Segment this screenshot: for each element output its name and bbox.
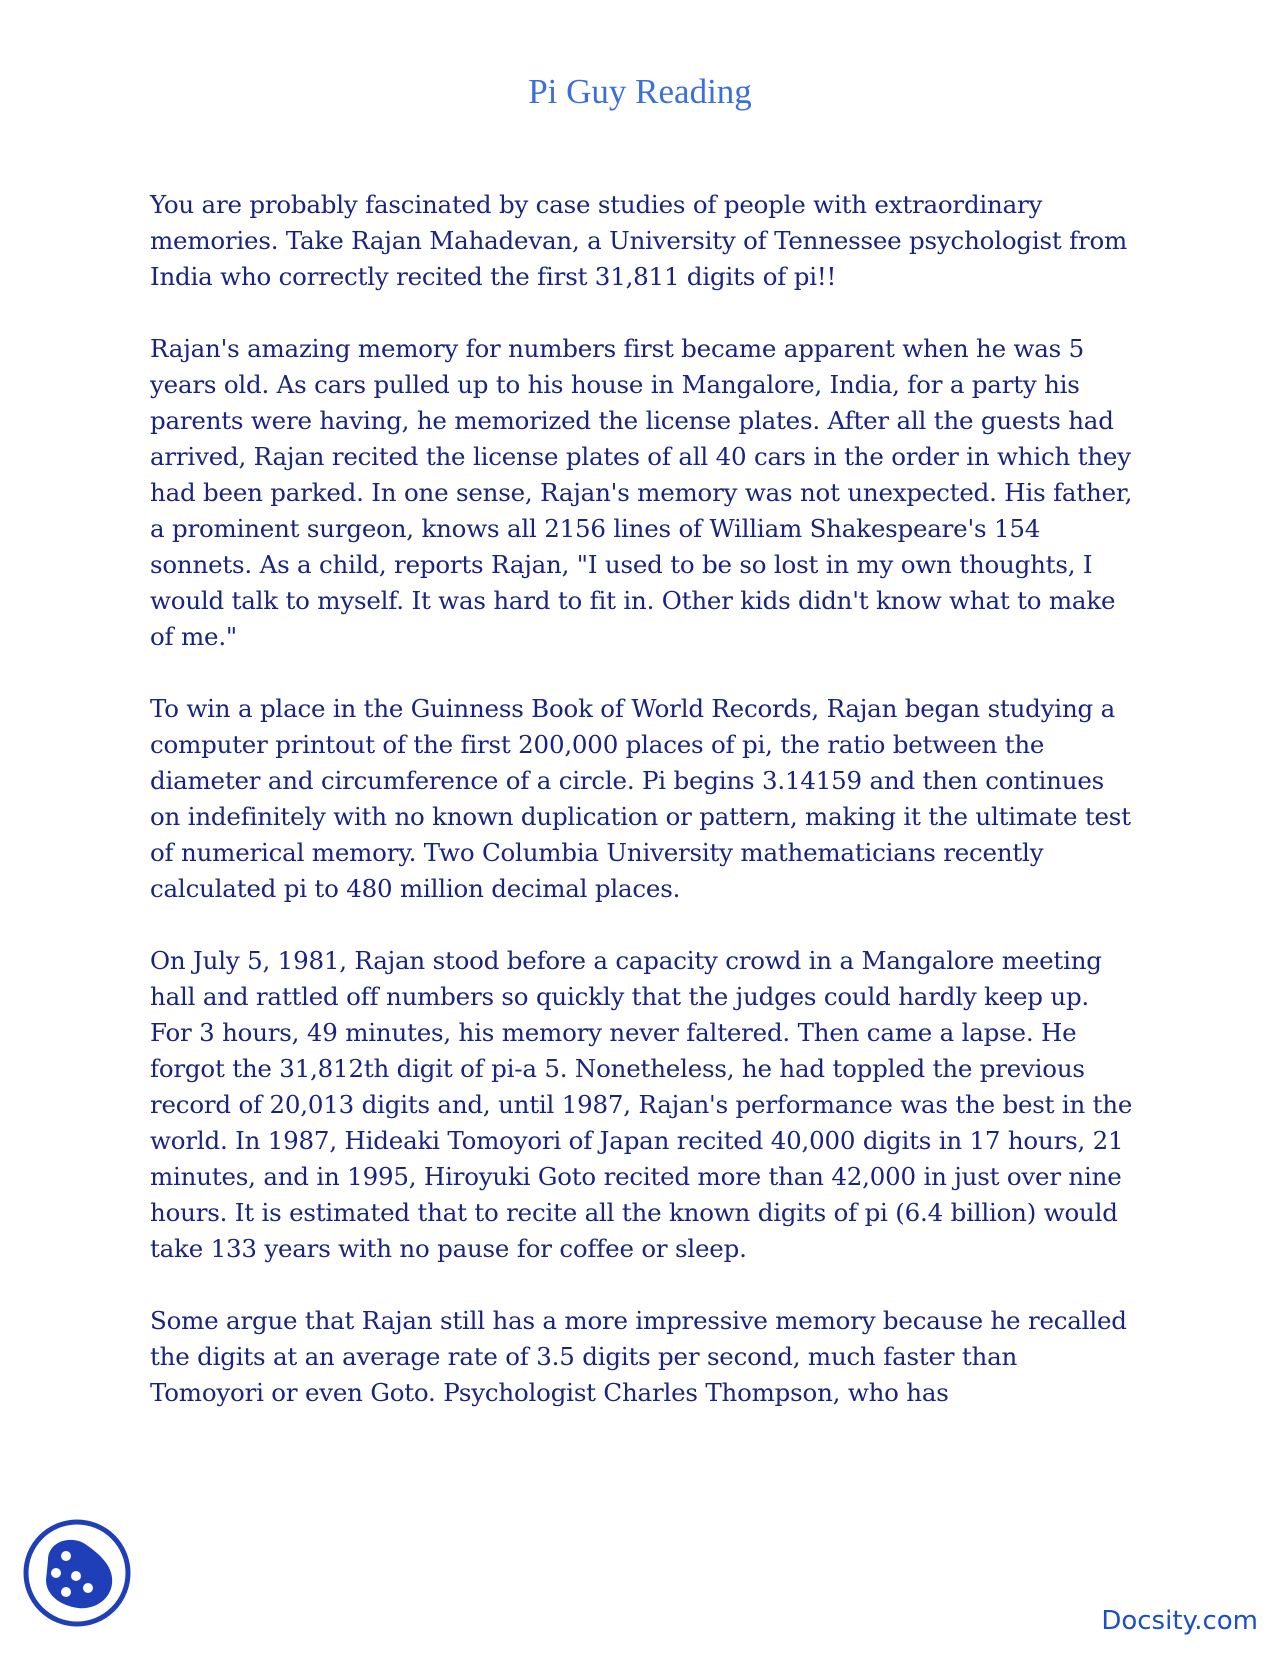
- docsity-logo-svg: [22, 1518, 132, 1628]
- paragraph-4: On July 5, 1981, Rajan stood before a capacity crowd in a Mangalore meeting hall and rattled off numbers so quickly that the judges could hardly keep up. For 3 hours, 49 minutes, his memory never faltered. Then came a lapse. He forgot the 31,812th digit of pi-a 5. Nonetheless, he had toppled the previous record of 20,013 digits and, until 1987, Rajan's performance was the best in the world. In 1987, Hideaki Tomoyori of Japan recited 40,000 digits in 17 hours, 21 minutes, and in 1995, Hiroyuki Goto recited more than 42,000 in just over nine hours. It is estimated that to recite all the known digits of pi (6.4 billion) would take 133 years with no pause for coffee or sleep.: [150, 946, 1133, 1263]
- logo-dot-3: [71, 1571, 81, 1581]
- paragraph-2: Rajan's amazing memory for numbers first became apparent when he was 5 years old. As cars pulled up to his house in Mangalore, India, for a party his parents were having, he memorized the license plates. After all the guests had arrived, Rajan recited the license plates of all 40 cars in the order in which they had been parked. In one sense, Rajan's memory was not unexpected. His father, a prominent surgeon, knows all 2156 lines of William Shakespeare's 154 sonnets. As a child, reports Rajan, "I used to be so lost in my own thoughts, I would talk to myself. It was hard to fit in. Other kids didn't know what to make of me.": [150, 334, 1133, 651]
- paragraph-5: Some argue that Rajan still has a more impressive memory because he recalled the digits at an average rate of 3.5 digits per second, much faster than Tomoyori or even Goto. Psychologist Charles Thompson, who has: [150, 1306, 1127, 1407]
- brand-link[interactable]: Docsity.com: [1101, 1606, 1258, 1636]
- logo-dot-4: [61, 1587, 71, 1597]
- page-title: Pi Guy Reading: [528, 72, 752, 111]
- logo-dot-1: [61, 1551, 71, 1561]
- docsity-logo-icon: [22, 1518, 132, 1628]
- logo-dot-5: [83, 1583, 93, 1593]
- document-body: [150, 187, 1135, 1447]
- paragraph-3: To win a place in the Guinness Book of World Records, Rajan began studying a computer printout of the first 200,000 places of pi, the ratio between the diameter and circumference of a circle. Pi begins 3.14159 and then continues on indefinitely with no known duplication or pattern, making it the ultimate test of numerical memory. Two Columbia University mathematicians recently calculated pi to 480 million decimal places.: [150, 694, 1131, 903]
- paragraph-1: You are probably fascinated by case studies of people with extraordinary memories. Take Rajan Mahadevan, a University of Tennessee psychologist from India who correctly recited the first 31,811 digits of pi!!: [150, 190, 1128, 291]
- logo-dot-2: [51, 1568, 61, 1578]
